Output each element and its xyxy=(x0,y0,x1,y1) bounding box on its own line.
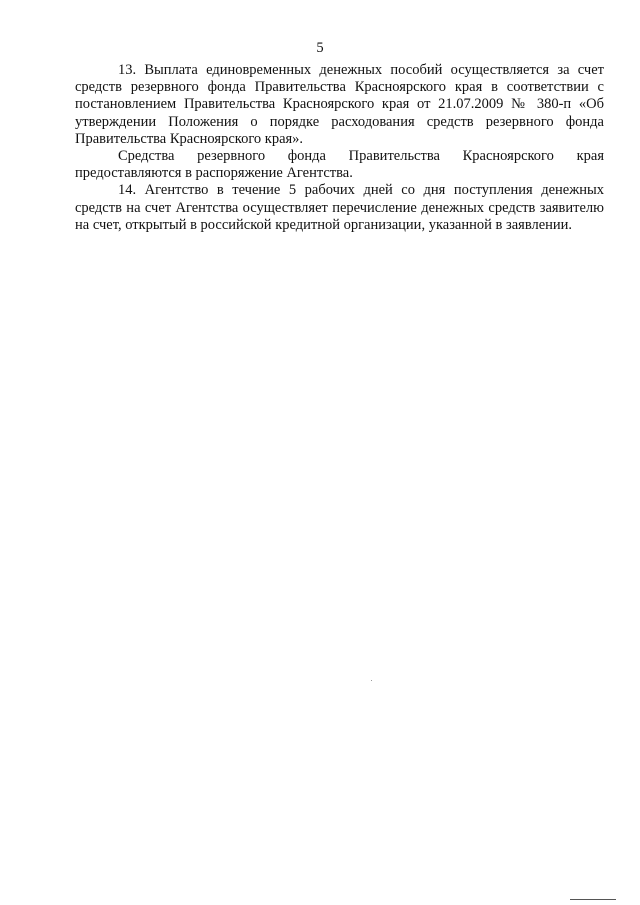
paragraph-13: 13. Выплата единовременных денежных пособий осуществляется за счет средств резервного фонда Правительства Красноярского края в соответствии с постановлением Правительства Красноярского края от 21.07.2009 № 380-п «Об утверждении Положения о порядке расходования средств резервного фонда Правительства Красноярского края». xyxy=(75,62,604,147)
page-number: 5 xyxy=(316,40,324,56)
scan-artifact-dot xyxy=(371,680,372,681)
scan-artifact-line xyxy=(570,899,616,900)
document-body xyxy=(75,62,604,234)
paragraph-14: 14. Агентство в течение 5 рабочих дней со дня поступления денежных средств на счет Агентства осуществляет перечисление денежных средств заявителю на счет, открытый в российской кредитной организации, указанной в заявлении. xyxy=(75,182,604,233)
paragraph-reserve-fund: Средства резервного фонда Правительства Красноярского края предоставляются в распоряжение Агентства. xyxy=(75,148,604,182)
